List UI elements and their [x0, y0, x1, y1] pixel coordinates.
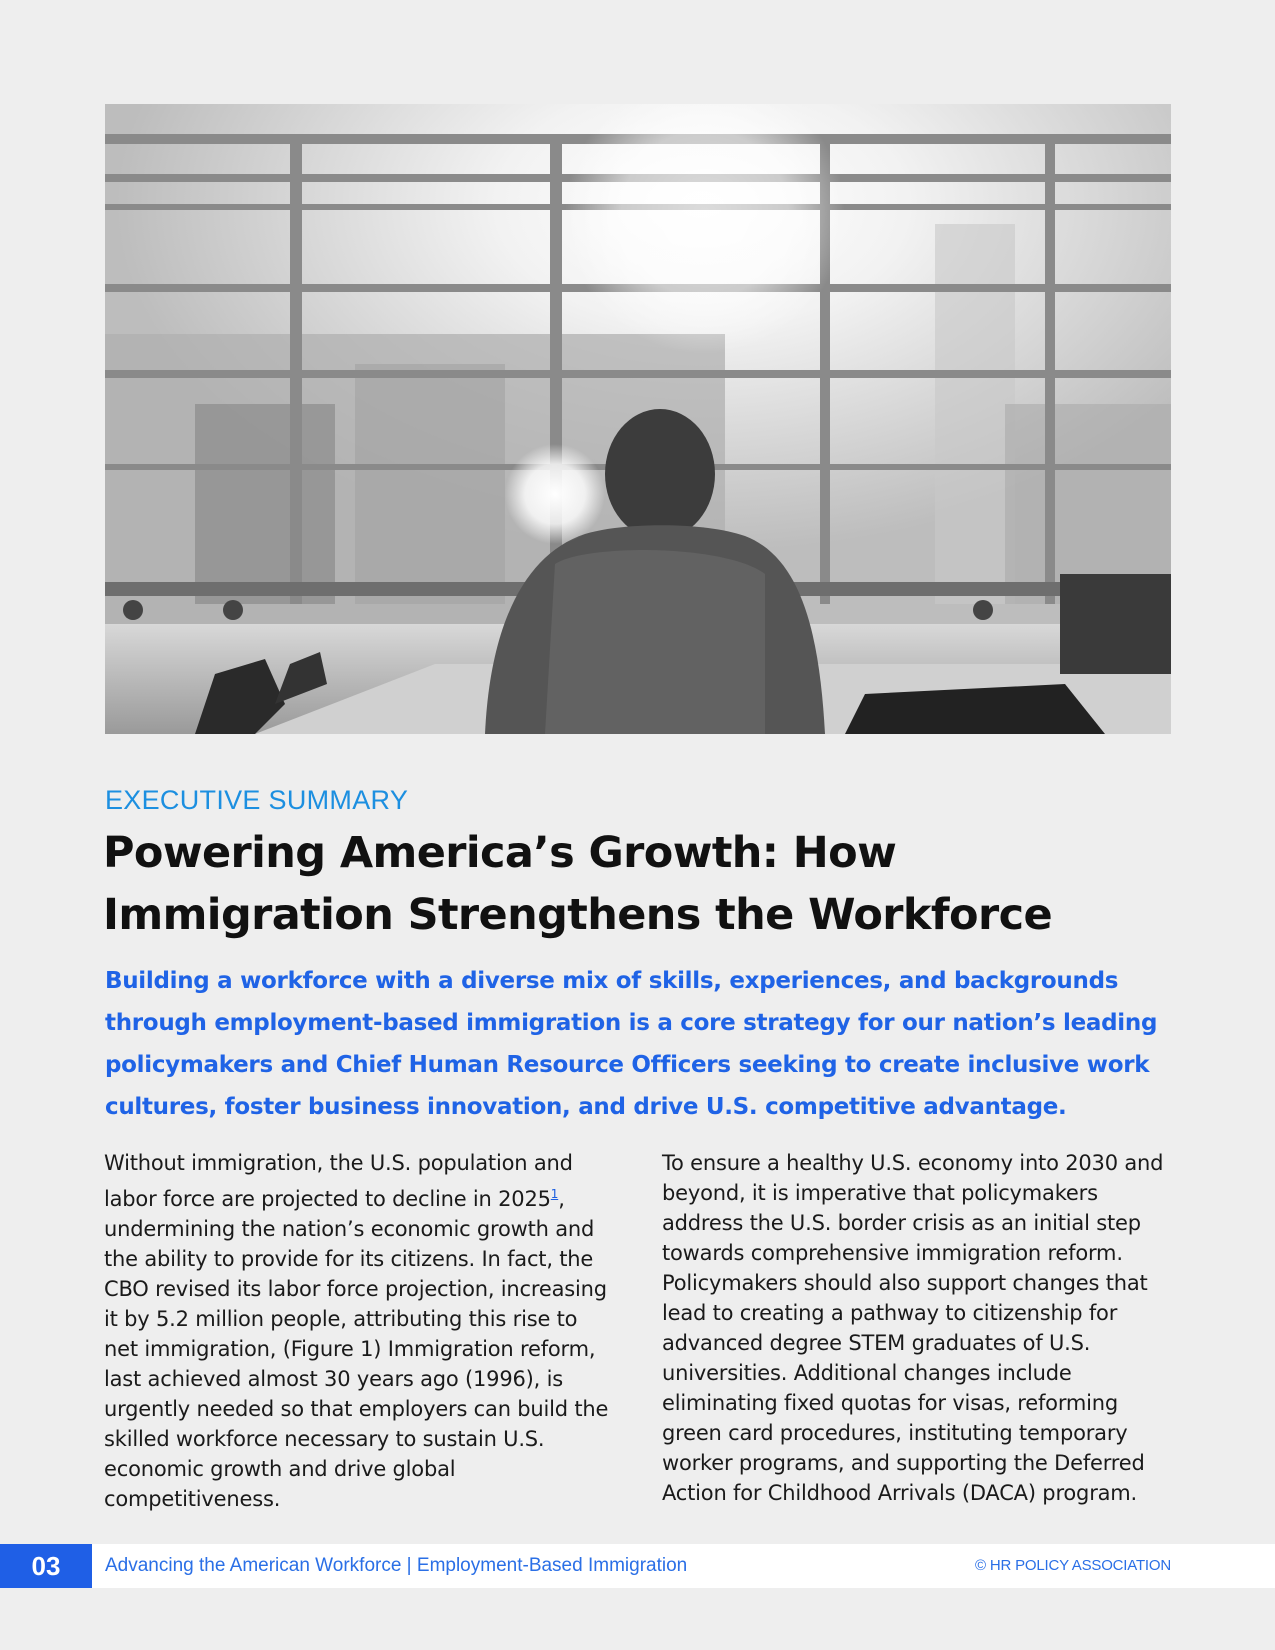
footer-copyright: © HR POLICY ASSOCIATION: [975, 1557, 1171, 1574]
body-left-text-continued: , undermining the nation’s economic growth and the ability to provide for its citizens. In fact, the CBO revised its labor force projection, increasing it by 5.2 million people, attributing this rise to net immigration, (Figure 1) Immigration reform, last achieved almost 30 years ago (1996), is urgently needed so that employers can build the skilled workforce necessary to sustain U.S. economic growth and drive global competitiveness.: [104, 1187, 609, 1511]
page-title: Powering America’s Growth: How Immigration Strengthens the Workforce: [103, 828, 1053, 940]
footnote-reference-link[interactable]: 1: [550, 1187, 559, 1201]
body-column-right: To ensure a healthy U.S. economy into 2030 and beyond, it is imperative that policymakers address the U.S. border crisis as an initial step towards comprehensive immigration reform. Policymakers should also support changes that lead to creating a pathway to citizenship for advanced degree STEM graduates of U.S. universities. Additional changes include eliminating fixed quotas for visas, reforming green card procedures, instituting temporary worker programs, and supporting the Deferred Action for Childhood Arrivals (DACA) program.: [662, 1151, 1164, 1505]
hero-photo: [105, 104, 1171, 734]
section-eyebrow: EXECUTIVE SUMMARY: [105, 785, 409, 815]
page-number: 03: [0, 1544, 92, 1588]
page-footer: [0, 1544, 1275, 1588]
footer-document-title: Advancing the American Workforce | Employment-Based Immigration: [105, 1555, 688, 1576]
office-window-photo: [105, 104, 1171, 734]
lead-paragraph: Building a workforce with a diverse mix of skills, experiences, and backgrounds through employment-based immigration is a core strategy for our nation’s leading policymakers and Chief Human Resource Officers seeking to create inclusive work cultures, foster business innovation, and drive U.S. competitive advantage.: [105, 968, 1158, 1120]
body-column-left: [104, 1148, 609, 1514]
body-left-text: Without immigration, the U.S. population and labor force are projected to decline in 2025: [104, 1151, 573, 1211]
